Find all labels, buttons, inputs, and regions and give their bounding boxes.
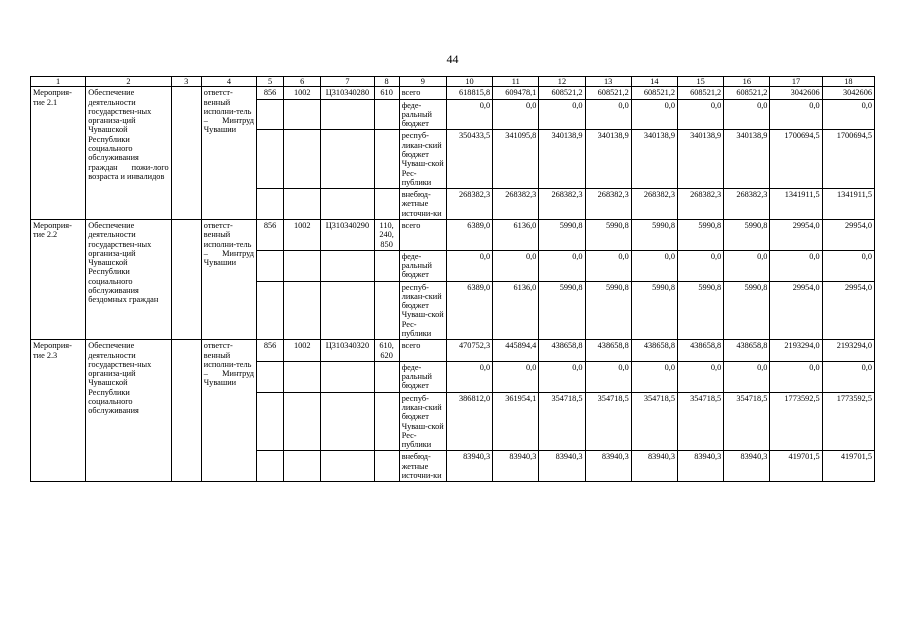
funding-source-cell: внебюд-жетные источни-ки: [399, 189, 446, 220]
column-number-cell: 15: [678, 77, 724, 87]
empty-code-cell: [374, 189, 399, 220]
column-number-cell: 11: [493, 77, 539, 87]
amount-cell: 354718,5: [724, 392, 770, 451]
empty-code-cell: [321, 281, 374, 340]
amount-cell: 0,0: [493, 361, 539, 392]
amount-cell: 2193294,0: [822, 340, 874, 362]
empty-code-cell: [321, 99, 374, 130]
amount-cell: 340138,9: [539, 130, 585, 189]
amount-cell: 0,0: [678, 99, 724, 130]
amount-cell: 268382,3: [585, 189, 631, 220]
amount-cell: 438658,8: [539, 340, 585, 362]
amount-cell: 83940,3: [678, 451, 724, 482]
amount-cell: 6389,0: [446, 281, 492, 340]
empty-code-cell: [257, 451, 284, 482]
empty-code-cell: [284, 361, 321, 392]
amount-cell: 5990,8: [724, 219, 770, 250]
amount-cell: 83940,3: [585, 451, 631, 482]
funding-source-cell: всего: [399, 219, 446, 250]
amount-cell: 83940,3: [539, 451, 585, 482]
funding-source-cell: респуб-ликан-ский бюджет Чуваш-ской Рес-публики: [399, 130, 446, 189]
amount-cell: 0,0: [822, 99, 874, 130]
amount-cell: 0,0: [539, 361, 585, 392]
amount-cell: 354718,5: [585, 392, 631, 451]
amount-cell: 268382,3: [446, 189, 492, 220]
amount-cell: 5990,8: [539, 219, 585, 250]
amount-cell: 5990,8: [631, 219, 677, 250]
empty-code-cell: [257, 392, 284, 451]
amount-cell: 0,0: [631, 250, 677, 281]
amount-cell: 0,0: [678, 250, 724, 281]
empty-code-cell: [374, 281, 399, 340]
empty-code-cell: [284, 392, 321, 451]
amount-cell: 0,0: [539, 250, 585, 281]
empty-code-cell: [321, 392, 374, 451]
column-number-cell: 7: [321, 77, 374, 87]
amount-cell: 340138,9: [678, 130, 724, 189]
measure-name-cell: Мероприя-тие 2.3: [31, 340, 86, 482]
target-article-cell: Ц310340290: [321, 219, 374, 250]
amount-cell: 29954,0: [770, 219, 822, 250]
empty-code-cell: [374, 99, 399, 130]
empty-code-cell: [321, 189, 374, 220]
amount-cell: 438658,8: [631, 340, 677, 362]
amount-cell: 29954,0: [822, 219, 874, 250]
empty-code-cell: [284, 451, 321, 482]
empty-code-cell: [374, 130, 399, 189]
amount-cell: 438658,8: [585, 340, 631, 362]
responsible-executor-cell: ответст-венный исполни-тель – Минтруд Чувашии: [201, 87, 256, 220]
budget-table: [30, 76, 875, 482]
table-row: [31, 219, 875, 250]
amount-cell: 83940,3: [724, 451, 770, 482]
amount-cell: 0,0: [822, 250, 874, 281]
amount-cell: 361954,1: [493, 392, 539, 451]
amount-cell: 268382,3: [678, 189, 724, 220]
amount-cell: 350433,5: [446, 130, 492, 189]
amount-cell: 354718,5: [539, 392, 585, 451]
expense-type-cell: 110, 240, 850: [374, 219, 399, 250]
amount-cell: 0,0: [631, 361, 677, 392]
target-article-cell: Ц310340280: [321, 87, 374, 99]
empty-cell: [171, 219, 201, 339]
grbs-code-cell: 856: [257, 340, 284, 362]
empty-code-cell: [321, 361, 374, 392]
amount-cell: 0,0: [539, 99, 585, 130]
column-number-cell: 4: [201, 77, 256, 87]
column-number-cell: 10: [446, 77, 492, 87]
amount-cell: 5990,8: [585, 281, 631, 340]
amount-cell: 2193294,0: [770, 340, 822, 362]
amount-cell: 0,0: [724, 361, 770, 392]
amount-cell: 0,0: [770, 250, 822, 281]
amount-cell: 0,0: [446, 361, 492, 392]
responsible-executor-cell: ответст-венный исполни-тель – Минтруд Чувашии: [201, 340, 256, 482]
amount-cell: 6389,0: [446, 219, 492, 250]
amount-cell: 0,0: [585, 361, 631, 392]
funding-source-cell: феде-ральный бюджет: [399, 99, 446, 130]
expense-type-cell: 610, 620: [374, 340, 399, 362]
empty-code-cell: [284, 250, 321, 281]
amount-cell: 1700694,5: [770, 130, 822, 189]
amount-cell: 386812,0: [446, 392, 492, 451]
measure-description-cell: Обеспечение деятельности государствен-ных организа-ций Чувашской Республики социального обслуживания граждан пожи-лого возраста и инвалидов: [86, 87, 171, 220]
section-code-cell: 1002: [284, 87, 321, 99]
column-number-cell: 5: [257, 77, 284, 87]
grbs-code-cell: 856: [257, 219, 284, 250]
empty-code-cell: [284, 189, 321, 220]
empty-code-cell: [374, 392, 399, 451]
amount-cell: 340138,9: [724, 130, 770, 189]
empty-code-cell: [257, 361, 284, 392]
amount-cell: 419701,5: [822, 451, 874, 482]
amount-cell: 608521,2: [585, 87, 631, 99]
amount-cell: 0,0: [770, 361, 822, 392]
amount-cell: 438658,8: [724, 340, 770, 362]
amount-cell: 29954,0: [770, 281, 822, 340]
column-number-cell: 8: [374, 77, 399, 87]
amount-cell: 5990,8: [631, 281, 677, 340]
empty-cell: [171, 340, 201, 482]
column-number-cell: 2: [86, 77, 171, 87]
amount-cell: 0,0: [446, 250, 492, 281]
empty-cell: [171, 87, 201, 220]
responsible-executor-cell: ответст-венный исполни-тель – Минтруд Чувашии: [201, 219, 256, 339]
funding-source-cell: феде-ральный бюджет: [399, 361, 446, 392]
empty-code-cell: [284, 130, 321, 189]
amount-cell: 445894,4: [493, 340, 539, 362]
amount-cell: 0,0: [585, 99, 631, 130]
column-number-cell: 3: [171, 77, 201, 87]
amount-cell: 354718,5: [631, 392, 677, 451]
amount-cell: 0,0: [631, 99, 677, 130]
measure-description-cell: Обеспечение деятельности государствен-ных организа-ций Чувашской Республики социального обслуживания: [86, 340, 171, 482]
amount-cell: 5990,8: [585, 219, 631, 250]
amount-cell: 608521,2: [539, 87, 585, 99]
amount-cell: 5990,8: [678, 281, 724, 340]
empty-code-cell: [257, 99, 284, 130]
table-row: [31, 87, 875, 99]
amount-cell: 83940,3: [493, 451, 539, 482]
empty-code-cell: [374, 361, 399, 392]
amount-cell: 1341911,5: [822, 189, 874, 220]
amount-cell: 3042606: [770, 87, 822, 99]
empty-code-cell: [321, 130, 374, 189]
amount-cell: 0,0: [585, 250, 631, 281]
amount-cell: 1700694,5: [822, 130, 874, 189]
amount-cell: 419701,5: [770, 451, 822, 482]
funding-source-cell: всего: [399, 87, 446, 99]
target-article-cell: Ц310340320: [321, 340, 374, 362]
amount-cell: 0,0: [446, 99, 492, 130]
empty-code-cell: [374, 250, 399, 281]
table-row: [31, 340, 875, 362]
amount-cell: 5990,8: [539, 281, 585, 340]
column-number-cell: 1: [31, 77, 86, 87]
funding-source-cell: респуб-ликан-ский бюджет Чуваш-ской Рес-публики: [399, 392, 446, 451]
amount-cell: 268382,3: [631, 189, 677, 220]
amount-cell: 0,0: [770, 99, 822, 130]
empty-code-cell: [257, 130, 284, 189]
column-number-cell: 13: [585, 77, 631, 87]
funding-source-cell: феде-ральный бюджет: [399, 250, 446, 281]
amount-cell: 83940,3: [446, 451, 492, 482]
amount-cell: 268382,3: [493, 189, 539, 220]
amount-cell: 438658,8: [678, 340, 724, 362]
amount-cell: 6136,0: [493, 219, 539, 250]
amount-cell: 268382,3: [724, 189, 770, 220]
column-number-cell: 14: [631, 77, 677, 87]
amount-cell: 0,0: [493, 250, 539, 281]
amount-cell: 3042606: [822, 87, 874, 99]
amount-cell: 608521,2: [631, 87, 677, 99]
page-number: 44: [446, 52, 459, 66]
column-number-row: [31, 77, 875, 87]
amount-cell: 0,0: [724, 99, 770, 130]
amount-cell: 83940,3: [631, 451, 677, 482]
amount-cell: 1773592,5: [822, 392, 874, 451]
amount-cell: 0,0: [678, 361, 724, 392]
amount-cell: 0,0: [724, 250, 770, 281]
amount-cell: 608521,2: [724, 87, 770, 99]
funding-source-cell: всего: [399, 340, 446, 362]
column-number-cell: 9: [399, 77, 446, 87]
empty-code-cell: [284, 99, 321, 130]
amount-cell: 340138,9: [585, 130, 631, 189]
amount-cell: 0,0: [493, 99, 539, 130]
amount-cell: 0,0: [822, 361, 874, 392]
amount-cell: 5990,8: [678, 219, 724, 250]
empty-code-cell: [257, 189, 284, 220]
empty-code-cell: [321, 250, 374, 281]
expense-type-cell: 610: [374, 87, 399, 99]
column-number-cell: 17: [770, 77, 822, 87]
funding-source-cell: респуб-ликан-ский бюджет Чуваш-ской Рес-публики: [399, 281, 446, 340]
amount-cell: 341095,8: [493, 130, 539, 189]
column-number-cell: 18: [822, 77, 874, 87]
column-number-cell: 16: [724, 77, 770, 87]
empty-code-cell: [374, 451, 399, 482]
grbs-code-cell: 856: [257, 87, 284, 99]
amount-cell: 1773592,5: [770, 392, 822, 451]
amount-cell: 340138,9: [631, 130, 677, 189]
amount-cell: 29954,0: [822, 281, 874, 340]
empty-code-cell: [284, 281, 321, 340]
measure-description-cell: Обеспечение деятельности государствен-ных организа-ций Чувашской Республики социального обслуживания бездомных граждан: [86, 219, 171, 339]
amount-cell: 354718,5: [678, 392, 724, 451]
amount-cell: 1341911,5: [770, 189, 822, 220]
funding-source-cell: внебюд-жетные источни-ки: [399, 451, 446, 482]
measure-name-cell: Мероприя-тие 2.1: [31, 87, 86, 220]
amount-cell: 618815,8: [446, 87, 492, 99]
amount-cell: 5990,8: [724, 281, 770, 340]
column-number-cell: 12: [539, 77, 585, 87]
amount-cell: 470752,3: [446, 340, 492, 362]
section-code-cell: 1002: [284, 219, 321, 250]
empty-code-cell: [321, 451, 374, 482]
section-code-cell: 1002: [284, 340, 321, 362]
empty-code-cell: [257, 250, 284, 281]
amount-cell: 608521,2: [678, 87, 724, 99]
amount-cell: 6136,0: [493, 281, 539, 340]
column-number-cell: 6: [284, 77, 321, 87]
empty-code-cell: [257, 281, 284, 340]
measure-name-cell: Мероприя-тие 2.2: [31, 219, 86, 339]
amount-cell: 609478,1: [493, 87, 539, 99]
amount-cell: 268382,3: [539, 189, 585, 220]
